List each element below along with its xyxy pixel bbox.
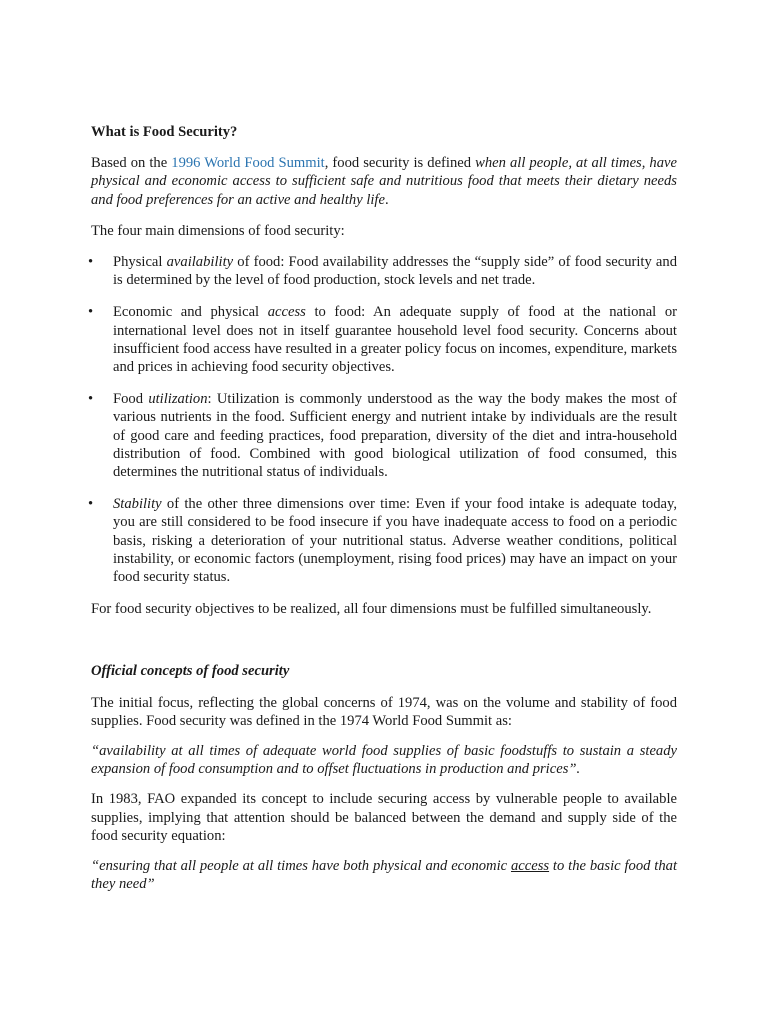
dimension-term: availability xyxy=(166,254,234,271)
underlined-access: access xyxy=(510,858,550,875)
quote-1974-definition: “availability at all times of adequate world food supplies of basic foodstuffs to sustain a steady expansion of food consumption and to offset fluctuations in production and prices”. xyxy=(91,743,677,778)
dimension-term: utilization xyxy=(148,391,208,408)
dimension-pre: Economic and physical xyxy=(113,304,268,321)
list-item-access xyxy=(91,303,677,376)
dimension-text: to food: An adequate supply of food at the national or international level does not in itself guarantee household level food security. Concerns about insufficient food access have resulted in a greater policy focus on incomes, expenditure, markets and prices in achieving food security objectives. xyxy=(113,304,678,376)
dimension-term: access xyxy=(267,304,306,321)
definition-italic: when all people, at all times, have physical and economic access to sufficient safe and nutritious food that meets their dietary needs and food preferences for an active and healthy life xyxy=(91,155,677,208)
quote-1983-definition xyxy=(91,857,677,893)
closing-paragraph: For food security objectives to be realized, all four dimensions must be fulfilled simultaneously. xyxy=(91,601,652,618)
list-item-availability xyxy=(91,253,677,289)
initial-focus-paragraph: The initial focus, reflecting the global concerns of 1974, was on the volume and stability of food supplies. Food security was defined in the 1974 World Food Summit as: xyxy=(91,694,677,729)
list-item-utilization xyxy=(91,390,677,481)
dimension-text: of the other three dimensions over time: Even if your food intake is adequate today, you are still considered to be food insecure if you have inadequate access to food on a periodic basis, risking a deterioration of your nutritional status. Adverse weather conditions, political instability, or economic factors (unemployment, rising food prices) may have an impact on your food security status. xyxy=(113,496,677,586)
definition-prefix: Based on the xyxy=(91,155,172,172)
section-title-official-concepts: Official concepts of food security xyxy=(91,663,290,680)
definition-paragraph xyxy=(91,154,677,209)
fao-1983-paragraph: In 1983, FAO expanded its concept to include securing access by vulnerable people to available supplies, implying that attention should be balanced between the demand and supply side of the food security equation: xyxy=(91,791,677,844)
definition-suffix: . xyxy=(384,191,389,208)
dimension-term: Stability xyxy=(113,496,162,513)
quote-pre: “ensuring that all people at all times have both physical and economic xyxy=(91,858,511,875)
section-title-food-security: What is Food Security? xyxy=(91,124,238,140)
definition-middle: , food security is defined xyxy=(324,155,476,172)
world-food-summit-link[interactable]: 1996 World Food Summit xyxy=(171,155,325,172)
list-item-stability xyxy=(91,495,677,586)
dimension-text: of food: Food availability addresses the “supply side” of food security and is determined by the level of food production, stock levels and net trade. xyxy=(113,254,677,289)
quote-post: to the basic food that they need” xyxy=(91,858,677,893)
dimension-pre: Physical xyxy=(113,254,167,271)
dimensions-list xyxy=(91,253,677,586)
dimension-text: : Utilization is commonly understood as the way the body makes the most of various nutrients in the food. Sufficient energy and nutrient intake by individuals are the result of good care and feeding practices, food preparation, diversity of the diet and intra-household distribution of food. Combined with good biological utilization of food consumed, this determines the nutritional status of individuals. xyxy=(113,391,678,481)
dimensions-intro: The four main dimensions of food security: xyxy=(91,222,345,239)
dimension-pre: Food xyxy=(113,391,149,408)
